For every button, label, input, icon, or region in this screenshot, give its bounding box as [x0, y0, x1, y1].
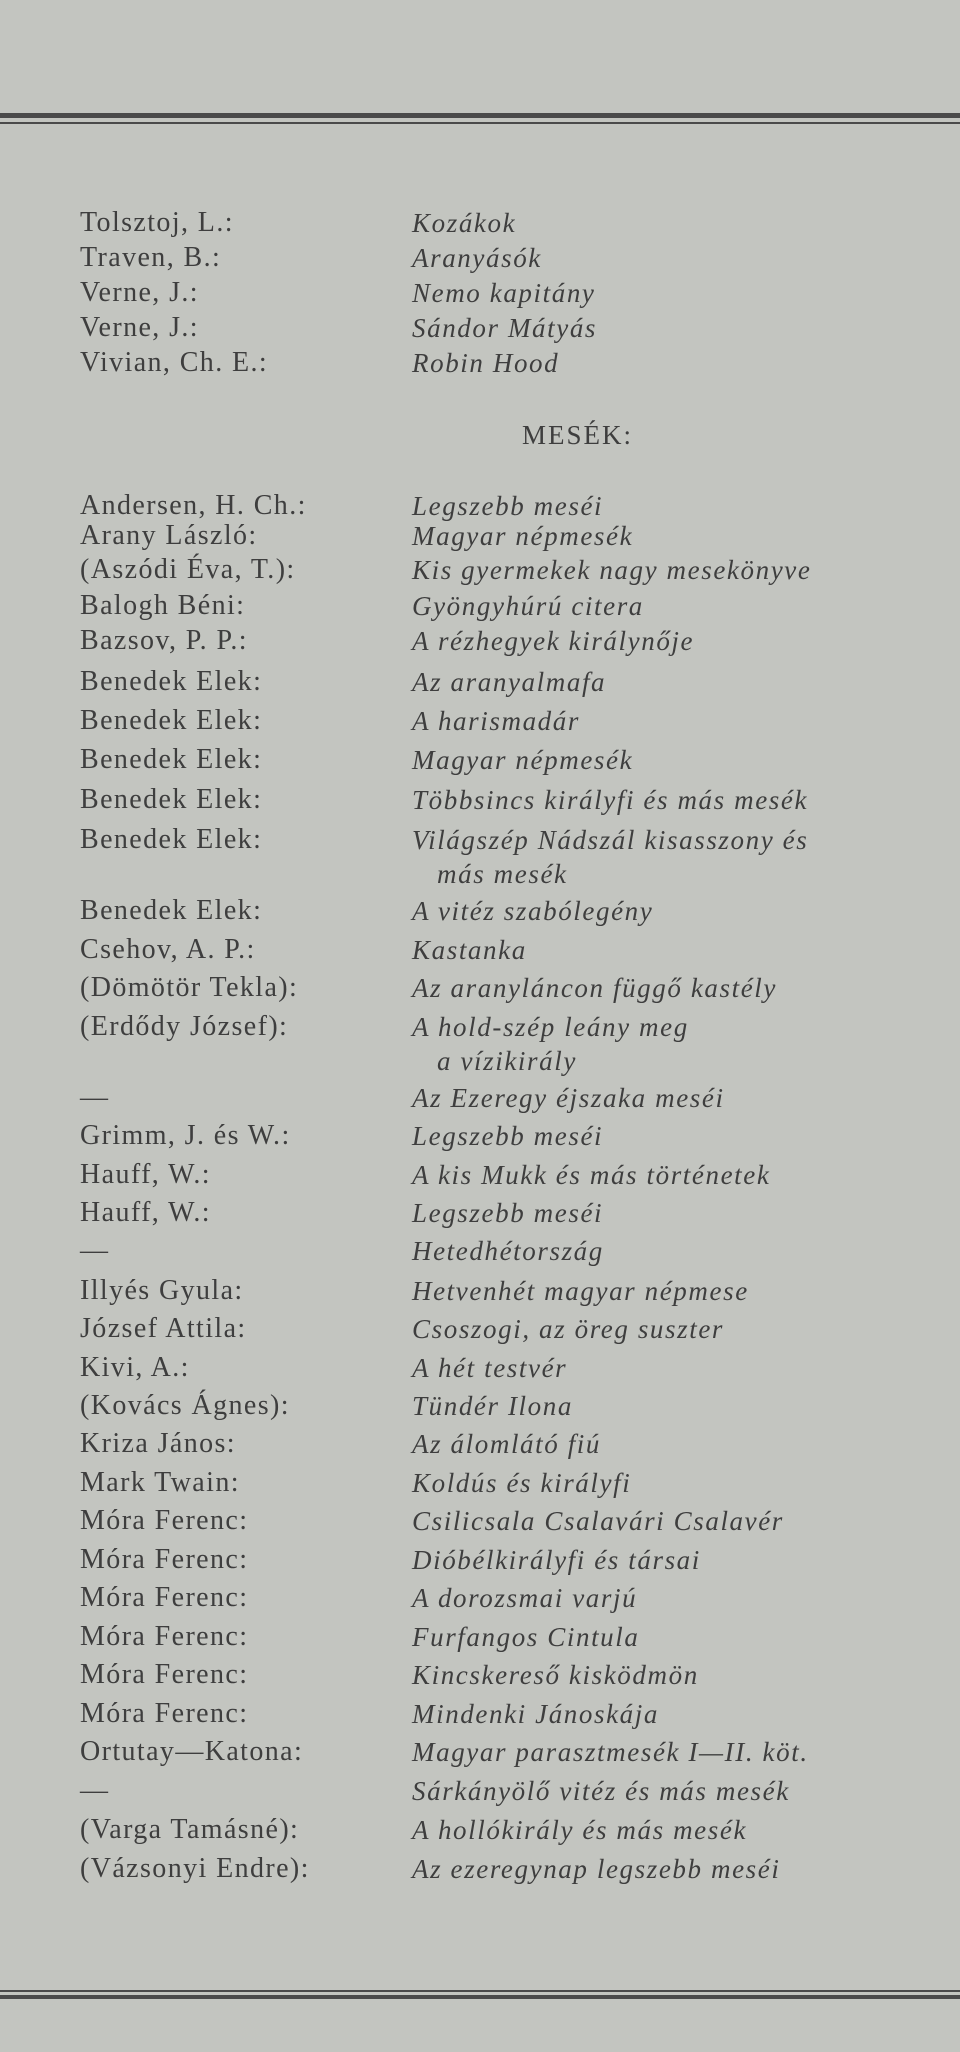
section-heading: MESÉK:: [522, 420, 634, 450]
entry-title: Hetedhétország: [412, 1236, 604, 1266]
entry-title: Hetvenhét magyar népmese: [412, 1276, 749, 1306]
entry-title: Világszép Nádszál kisasszony és: [412, 825, 809, 855]
list-item: [0, 1009, 960, 1076]
entry-author: —: [80, 1775, 110, 1806]
list-item: [0, 1734, 960, 1770]
list-item: [0, 893, 960, 929]
entry-author: Traven, B.:: [80, 242, 222, 273]
list-item: [0, 552, 960, 588]
entry-author: (Vázsonyi Endre):: [80, 1853, 310, 1884]
entry-title-continuation: a vízikirály: [437, 1046, 577, 1076]
entry-author: Bazsov, P. P.:: [80, 625, 248, 656]
entry-author: (Varga Tamásné):: [80, 1814, 300, 1845]
list-item: [0, 1350, 960, 1386]
entry-author: (Erdődy József):: [80, 1011, 289, 1042]
entry-author: Ortutay—Katona:: [80, 1736, 304, 1767]
entry-author: —: [80, 1235, 110, 1266]
list-item: [0, 240, 960, 276]
list-item: [0, 822, 960, 889]
entry-title: Legszebb meséi: [412, 1121, 604, 1151]
entry-title: Legszebb meséi: [412, 491, 604, 521]
entry-author: Benedek Elek:: [80, 705, 263, 736]
entry-title: Robin Hood: [412, 348, 560, 378]
list-item: [0, 782, 960, 818]
list-item: [0, 275, 960, 311]
entry-title: A kis Mukk és más történetek: [412, 1160, 771, 1190]
list-item: [0, 932, 960, 968]
entry-author: Móra Ferenc:: [80, 1544, 249, 1575]
list-item: [0, 623, 960, 659]
entry-title: Csoszogi, az öreg suszter: [412, 1314, 725, 1344]
list-item: [0, 664, 960, 700]
list-item: [0, 1465, 960, 1501]
entry-author: Vivian, Ch. E.:: [80, 347, 269, 378]
entry-title: Az aranyalmafa: [412, 667, 607, 697]
entry-title: Az ezeregynap legszebb meséi: [412, 1854, 781, 1884]
entry-author: —: [80, 1082, 110, 1113]
entry-author: Andersen, H. Ch.:: [80, 490, 307, 521]
bottom-rule-thin: [0, 1990, 960, 1992]
entry-title: A harismadár: [412, 706, 580, 736]
entry-author: Kriza János:: [80, 1428, 236, 1459]
entry-title: Sárkányölő vitéz és más mesék: [412, 1776, 790, 1806]
entry-author: Hauff, W.:: [80, 1159, 211, 1190]
list-item: [0, 1311, 960, 1347]
list-item: [0, 970, 960, 1006]
entry-title: Furfangos Cintula: [412, 1622, 640, 1652]
top-rule-thin: [0, 122, 960, 124]
entry-title: Kis gyermekek nagy mesekönyve: [412, 555, 812, 585]
entry-title: Gyöngyhúrú citera: [412, 591, 644, 621]
entry-title: A hollókirály és más mesék: [412, 1815, 748, 1845]
entry-title: Az álomlátó fiú: [412, 1429, 602, 1459]
list-item: [0, 588, 960, 624]
list-item: [0, 703, 960, 739]
list-item: [0, 1157, 960, 1193]
entry-title: Koldús és királyfi: [412, 1468, 632, 1498]
entry-title: Magyar népmesék: [412, 521, 634, 551]
entry-title: Nemo kapitány: [412, 278, 596, 308]
entry-author: Benedek Elek:: [80, 784, 263, 815]
entry-author: Verne, J.:: [80, 312, 199, 343]
list-item: [0, 345, 960, 381]
entry-author: Csehov, A. P.:: [80, 934, 256, 965]
entry-author: (Kovács Ágnes):: [80, 1390, 290, 1421]
entry-author: Hauff, W.:: [80, 1197, 211, 1228]
list-item: [0, 205, 960, 241]
top-rule-thick: [0, 113, 960, 118]
entry-author: Tolsztoj, L.:: [80, 207, 234, 238]
entry-title: A vitéz szabólegény: [412, 896, 654, 926]
list-item: [0, 1388, 960, 1424]
entry-title: Mindenki Jánoskája: [412, 1699, 659, 1729]
list-item: [0, 1273, 960, 1309]
entry-author: Móra Ferenc:: [80, 1621, 249, 1652]
list-item: [0, 1195, 960, 1231]
list-item: [0, 1542, 960, 1578]
entry-title: A hét testvér: [412, 1353, 568, 1383]
entry-author: Verne, J.:: [80, 277, 199, 308]
entry-author: Mark Twain:: [80, 1467, 240, 1498]
entry-title: Legszebb meséi: [412, 1198, 604, 1228]
entry-author: Benedek Elek:: [80, 824, 263, 855]
entry-title: Kastanka: [412, 935, 527, 965]
entry-title: Aranyásók: [412, 243, 542, 273]
entry-author: Benedek Elek:: [80, 895, 263, 926]
list-item: [0, 1812, 960, 1848]
entry-title: Magyar népmesék: [412, 745, 634, 775]
entry-title: Az Ezeregy éjszaka meséi: [412, 1083, 725, 1113]
entry-author: (Aszódi Éva, T.):: [80, 554, 296, 585]
entry-title: Kozákok: [412, 208, 517, 238]
entry-author: Arany László:: [80, 520, 258, 551]
entry-author: Illyés Gyula:: [80, 1275, 244, 1306]
list-item: [0, 1619, 960, 1655]
list-item: [0, 1233, 960, 1269]
entry-title: Tündér Ilona: [412, 1391, 573, 1421]
entry-title: Sándor Mátyás: [412, 313, 598, 343]
entry-title-continuation: más mesék: [437, 859, 568, 889]
entry-author: Benedek Elek:: [80, 744, 263, 775]
entry-author: (Dömötör Tekla):: [80, 972, 299, 1003]
list-item: [0, 1118, 960, 1154]
entry-title: A dorozsmai varjú: [412, 1583, 638, 1613]
list-item: [0, 310, 960, 346]
list-item: [0, 1503, 960, 1539]
entry-author: Grimm, J. és W.:: [80, 1120, 291, 1151]
entry-author: Móra Ferenc:: [80, 1582, 249, 1613]
entry-title: A rézhegyek királynője: [412, 626, 695, 656]
list-item: [0, 1696, 960, 1732]
entry-author: József Attila:: [80, 1313, 247, 1344]
list-item: [0, 518, 960, 554]
entry-author: Móra Ferenc:: [80, 1698, 249, 1729]
entry-author: Móra Ferenc:: [80, 1505, 249, 1536]
entry-title: Csilicsala Csalavári Csalavér: [412, 1506, 784, 1536]
entry-title: A hold-szép leány meg: [412, 1012, 689, 1042]
entry-author: Benedek Elek:: [80, 666, 263, 697]
entry-author: Kivi, A.:: [80, 1352, 190, 1383]
entry-title: Kincskereső kisködmön: [412, 1660, 699, 1690]
list-item: [0, 1773, 960, 1809]
entry-author: Balogh Béni:: [80, 590, 246, 621]
list-item: [0, 1080, 960, 1116]
list-item: [0, 1657, 960, 1693]
bottom-rule-thick: [0, 1995, 960, 1999]
entry-title: Az aranyláncon függő kastély: [412, 973, 777, 1003]
list-item: [0, 742, 960, 778]
entry-author: Móra Ferenc:: [80, 1659, 249, 1690]
list-item: [0, 1580, 960, 1616]
entry-title: Magyar parasztmesék I—II. köt.: [412, 1737, 809, 1767]
list-item: [0, 1426, 960, 1462]
entry-title: Többsincs királyfi és más mesék: [412, 785, 809, 815]
entry-title: Dióbélkirályfi és társai: [412, 1545, 701, 1575]
list-item: [0, 1851, 960, 1887]
